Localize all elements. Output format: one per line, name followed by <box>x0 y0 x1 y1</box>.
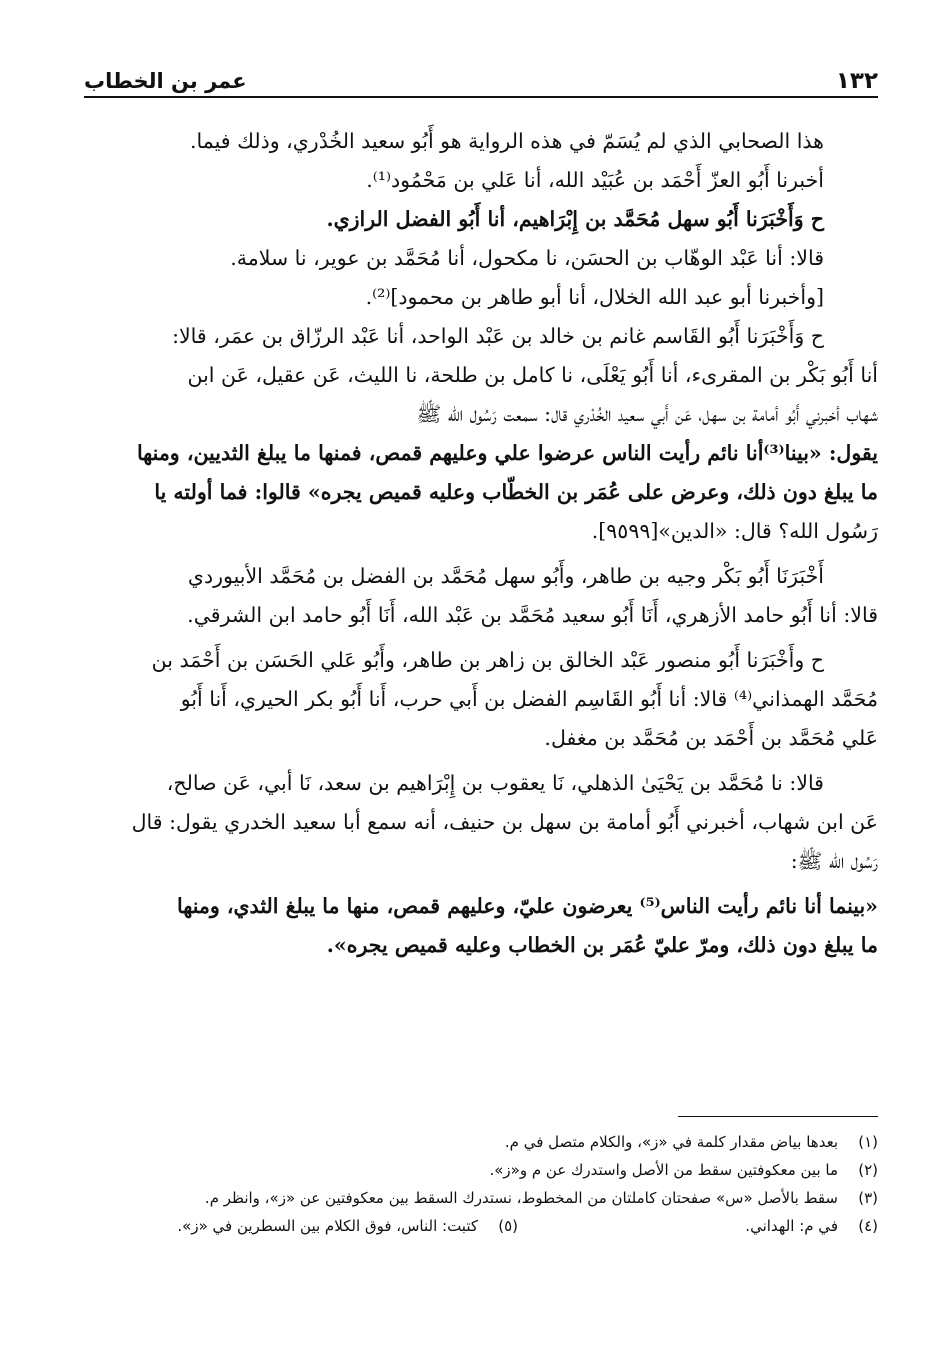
text-line: ما يبلغ دون ذلك، ومرّ عليّ عُمَر بن الخطاب وعليه قميص يجره». <box>326 933 878 957</box>
footnote-number: (٣) <box>858 1189 878 1207</box>
footnote <box>84 1128 878 1156</box>
text-line: أَخْبَرَنَا أَبُو بَكْر وجيه بن طاهر، وأَبُو سهل مُحَمَّد بن الفضل بن مُحَمَّد الأبيوردي <box>187 564 824 588</box>
footnote <box>177 1212 518 1240</box>
footnote-number: (٤) <box>858 1217 878 1235</box>
text-line: رَسُول الله؟ قال: «الدين»[٩٥٩٩]. <box>591 519 878 543</box>
text-line: ما يبلغ دون ذلك، وعرض على عُمَر بن الخطّاب وعليه قميص يجره» قالوا: فما أولته يا <box>154 480 878 504</box>
text-line: عَلي مُحَمَّد بن أَحْمَد بن مُحَمَّد بن مغفل. <box>544 726 878 750</box>
text-line: أنا أَبُو بَكْر بن المقرىء، أنا أَبُو يَعْلَى، نا كامل بن طلحة، نا الليث، عَن عقيل، عَن ابن <box>187 363 878 387</box>
text-line: قالا: نا مُحَمَّد بن يَحْيَىٰ الذهلي، نَا يعقوب بن إِبْرَاهيم بن سعد، نَا أبي، عَن صالح، <box>166 771 824 795</box>
main-text <box>84 122 878 965</box>
text-line: مُحَمَّد الهمذاني⁽⁴⁾ قالا: أنا أَبُو القَاسِم الفضل بن أَبي حرب، أَنا أَبُو بكر الحيري، أَنا أَبُو <box>180 687 878 711</box>
text-line: عَن ابن شهاب، أخبرني أَبُو أمامة بن سهل بن حنيف، أنه سمع أبا سعيد الخدري يقول: قال <box>131 810 878 834</box>
footnote <box>84 1184 878 1212</box>
text-line: يقول: «بينا⁽³⁾أنا نائم رأيت الناس عرضوا علي وعليهم قمص، فمنها ما يبلغ الثديين، ومنها <box>136 441 878 465</box>
text-line: ح وَأَخْبَرَنا أَبُو سهل مُحَمَّد بن إِبْرَاهيم، أنا أَبُو الفضل الرازي. <box>326 207 824 231</box>
footnote-divider <box>678 1116 878 1117</box>
footnote-text: سقط بالأصل «س» صفحتان كاملتان من المخطوط، نستدرك السقط بين معكوفتين عن «ز»، وانظر م. <box>204 1189 838 1207</box>
footnote-row <box>84 1212 878 1240</box>
text-line: قالا: أنا عَبْد الوهّاب بن الحسَن، نا مكحول، أنا مُحَمَّد بن عوير، نا سلامة. <box>230 246 824 270</box>
text-line: هذا الصحابي الذي لم يُسَمّ في هذه الرواية هو أَبُو سعيد الخُدْري، وذلك فيما. <box>189 129 824 153</box>
text-line: [وأخبرنا أبو عبد الله الخلال، أنا أبو طاهر بن محمود]⁽²⁾. <box>365 285 824 309</box>
footnotes <box>84 1128 878 1240</box>
text-line: رَسُول الله ﷺ: <box>790 849 878 873</box>
running-title: عمر بن الخطاب <box>84 69 247 93</box>
footnote <box>518 1212 878 1240</box>
page-number: ١٣٢ <box>835 68 878 94</box>
text-line: شهاب أخبرني أَبُو أمامة بن سهل، عَن أَبي سعيد الخُدْري قال: سمعت رَسُول الله ﷺ <box>416 402 878 426</box>
footnote-number: (٥) <box>498 1217 518 1235</box>
footnote-number: (٢) <box>858 1161 878 1179</box>
text-line: ح وأَخْبَرَنا أَبُو منصور عَبْد الخالق بن زاهر بن طاهر، وأَبُو عَلي الحَسَن بن أَحْمَد بن <box>151 648 824 672</box>
footnote-text: كتبت: الناس، فوق الكلام بين السطرين في «ز». <box>177 1217 478 1235</box>
footnote-text: في م: الهداني. <box>745 1217 838 1235</box>
footnote-text: ما بين معكوفتين سقط من الأصل واستدرك عن م و«ز». <box>489 1161 838 1179</box>
footnote-number: (١) <box>858 1133 878 1151</box>
text-line: أخبرنا أَبُو العزّ أَحْمَد بن عُبَيْد الله، أنا عَلي بن مَحْمُود⁽¹⁾. <box>366 168 824 192</box>
running-header <box>84 66 878 98</box>
text-line: ح وَأَخْبَرَنا أَبُو القَاسم غانم بن خالد بن عَبْد الواحد، أنا عَبْد الرزّاق بن عمَر، قالا: <box>172 324 824 348</box>
footnote <box>84 1156 878 1184</box>
text-line: قالا: أنا أَبُو حامد الأزهري، أَنَا أَبُو سعيد مُحَمَّد بن عَبْد الله، أَنَا أَبُو حامد ابن الشرقي. <box>187 603 878 627</box>
footnote-text: بعدها بياض مقدار كلمة في «ز»، والكلام متصل في م. <box>504 1133 838 1151</box>
text-line: «بينما أنا نائم رأيت الناس⁽⁵⁾ يعرضون عليّ، وعليهم قمص، منها ما يبلغ الثدي، ومنها <box>177 894 878 918</box>
